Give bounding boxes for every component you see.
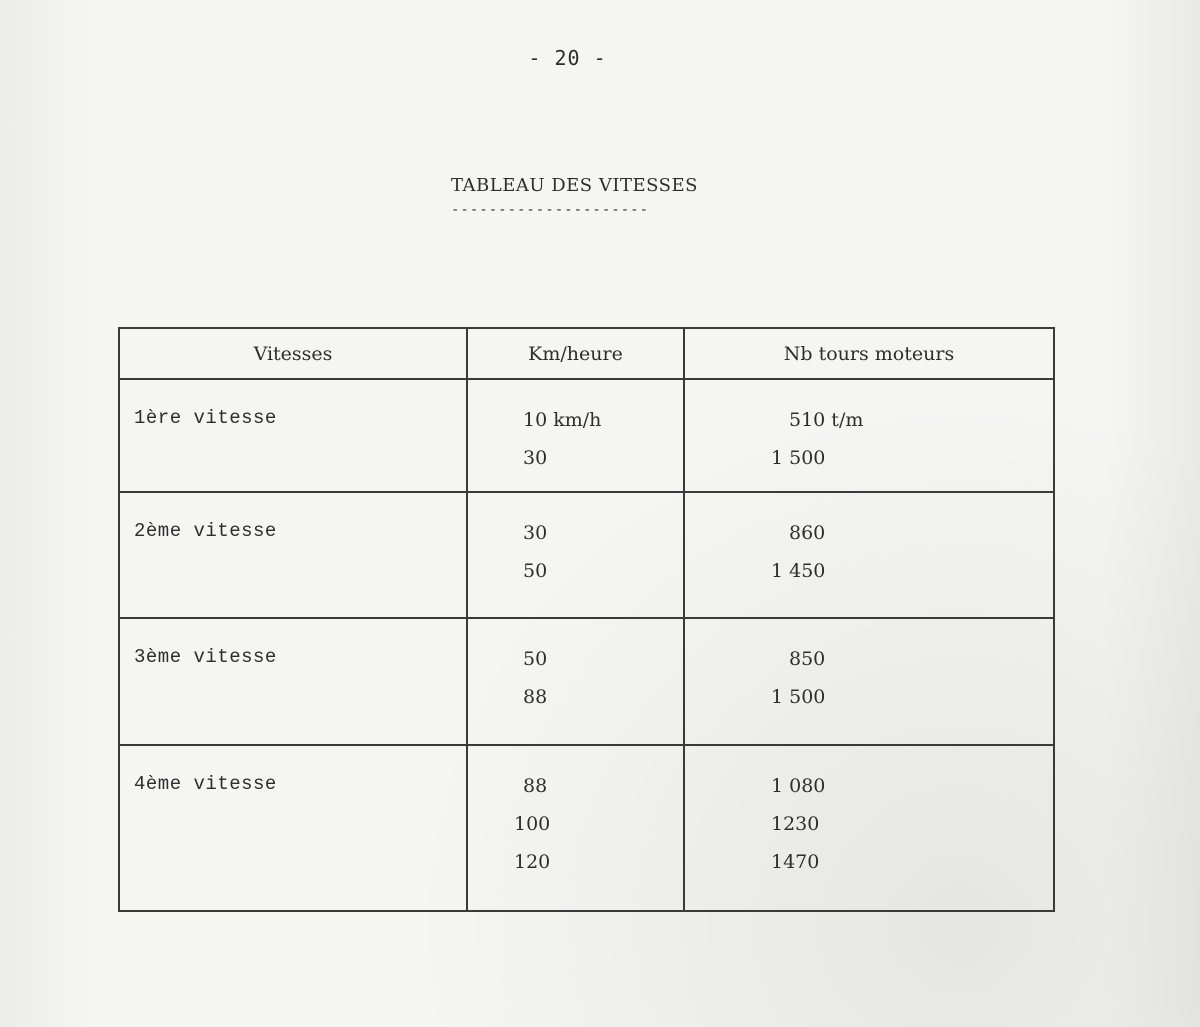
rpm-value: 1470 [771,850,820,873]
page-title: TABLEAU DES VITESSES [451,175,698,196]
table-row [119,618,1054,745]
column-header-speed: Vitesses [119,328,467,379]
rpm-value: 1 500 [771,447,826,469]
speed-table [118,327,1055,912]
kmh-value: 30 [523,447,548,469]
rpm-cell [684,492,1054,618]
kmh-value: 10 km/h [523,409,602,431]
gear-label: 2ème vitesse [119,492,467,618]
rpm-value: 1 450 [771,559,826,582]
kmh-value: 30 [523,521,548,544]
kmh-value: 120 [514,850,551,873]
table-header-row [119,328,1054,379]
rpm-value: 1230 [771,812,820,835]
title-underline: --------------------- [451,202,650,218]
table-row [119,379,1054,492]
kmh-value: 100 [514,812,551,835]
gear-label: 1ère vitesse [119,379,467,492]
column-header-kmh: Km/heure [467,328,684,379]
kmh-value: 88 [523,685,548,708]
kmh-cell [467,492,684,618]
rpm-cell [684,379,1054,492]
rpm-cell [684,618,1054,745]
page-number: - 20 - [528,46,607,70]
kmh-value: 88 [523,774,548,797]
table-row [119,745,1054,911]
table-row [119,492,1054,618]
rpm-value: 860 [789,521,826,544]
gear-label: 4ème vitesse [119,745,467,911]
kmh-cell [467,745,684,911]
kmh-cell [467,618,684,745]
kmh-cell [467,379,684,492]
rpm-cell [684,745,1054,911]
column-header-rpm: Nb tours moteurs [684,328,1054,379]
rpm-value: 850 [789,647,826,670]
rpm-value: 1 080 [771,774,826,797]
kmh-value: 50 [523,559,548,582]
gear-label: 3ème vitesse [119,618,467,745]
rpm-value: 1 500 [771,685,826,708]
kmh-value: 50 [523,647,548,670]
rpm-value: 510 t/m [789,409,864,431]
